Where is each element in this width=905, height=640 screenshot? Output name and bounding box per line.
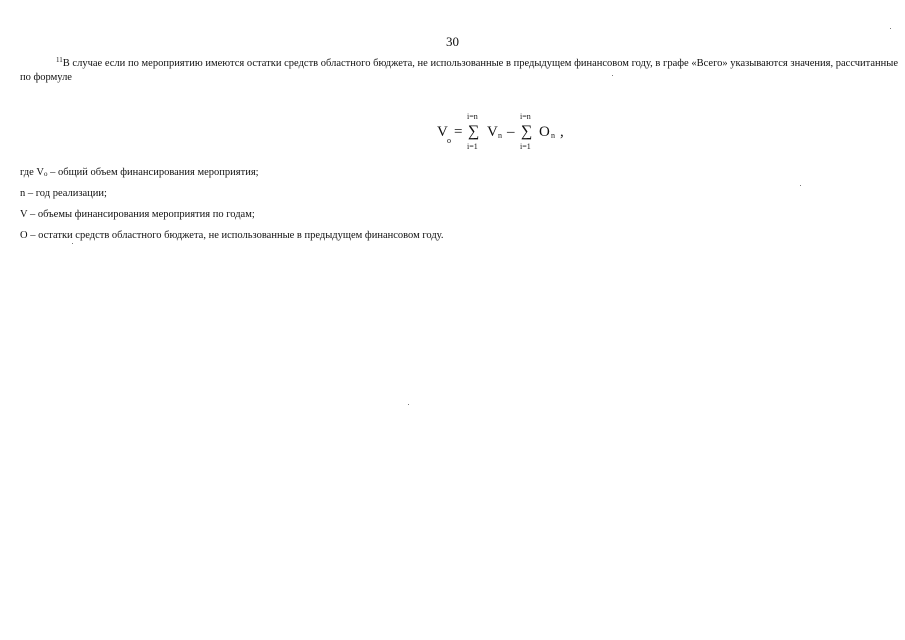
- definition-subscript: o: [44, 170, 48, 178]
- formula: [437, 112, 597, 158]
- sum2-sigma: ∑: [521, 123, 533, 140]
- sum1-lower-limit: i=1: [467, 142, 478, 151]
- definition-item: [20, 166, 880, 187]
- formula-minus: –: [507, 124, 515, 140]
- definition-symbol: где V: [20, 167, 44, 178]
- definition-symbol: V: [20, 209, 28, 220]
- footnote-text: В случае если по мероприятию имеются остатки средств областного бюджета, не использованные в предыдущем финансовом году, в графе «Всего» указываются значения, рассчитанные по формуле: [20, 58, 898, 83]
- formula-trailing-comma: ,: [560, 124, 564, 140]
- scan-speck: [408, 404, 409, 405]
- definitions-list: [20, 166, 880, 250]
- definition-item: [20, 187, 880, 208]
- scan-speck: [612, 75, 613, 76]
- formula-equals: =: [454, 124, 463, 140]
- formula-lhs-subscript: o: [447, 136, 451, 145]
- footnote-marker: 11: [56, 56, 63, 64]
- definition-text: – объемы финансирования мероприятия по годам;: [27, 209, 255, 220]
- sum2-upper-limit: i=n: [520, 112, 531, 121]
- scan-speck: [890, 28, 891, 29]
- footnote-paragraph: [20, 57, 898, 85]
- scan-speck: [72, 243, 73, 244]
- formula-lhs: V: [437, 124, 448, 140]
- page-number: 30: [446, 34, 459, 49]
- definition-text: – год реализации;: [25, 188, 107, 199]
- formula-term1-subscript: n: [498, 131, 502, 140]
- sum1-sigma: ∑: [468, 123, 480, 140]
- definition-text: – остатки средств областного бюджета, не использованные в предыдущем финансовом году.: [27, 230, 444, 241]
- definition-symbol: O: [20, 230, 28, 241]
- sum2-lower-limit: i=1: [520, 142, 531, 151]
- definition-symbol: n: [20, 188, 26, 199]
- sum1-upper-limit: i=n: [467, 112, 478, 121]
- definition-item: [20, 208, 880, 229]
- formula-term1: V: [487, 124, 498, 140]
- definition-item: [20, 229, 880, 250]
- formula-term2: O: [539, 124, 550, 140]
- formula-term2-subscript: n: [551, 131, 555, 140]
- definition-text: – общий объем финансирования мероприятия;: [47, 167, 259, 178]
- scan-speck: [800, 185, 801, 186]
